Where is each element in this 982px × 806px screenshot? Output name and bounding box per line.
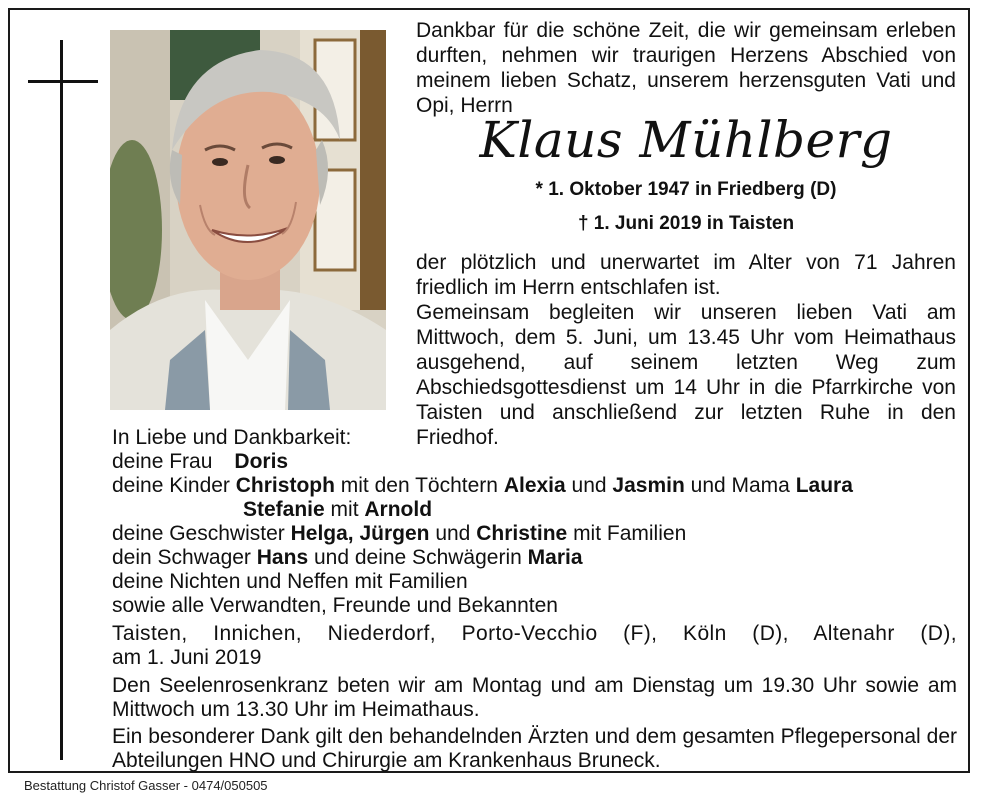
relation-text: und: [435, 522, 471, 545]
funeral-text: Gemeinsam begleiten wir unseren lieben Vati am Mittwoch, dem 5. Juni, um 13.45 Uhr vom Heimathaus ausgehend, auf seinem letzten Weg zum Abschiedsgottesdienst um 14 Uhr in die Pfarrkirche von Taisten und anschließend zur letzten Ruhe in den Friedhof.: [416, 301, 956, 449]
brother-in-law-label: dein Schwager: [112, 546, 251, 569]
date-line: am 1. Juni 2019: [112, 646, 262, 669]
family-row-wife: [112, 450, 962, 474]
children-label: deine Kinder: [112, 474, 230, 497]
child-name: Stefanie: [243, 498, 325, 521]
family-row-children: [112, 474, 962, 498]
family-row-in-laws: [112, 546, 962, 570]
family-row-siblings: [112, 522, 962, 546]
cross-horizontal-bar: [28, 80, 98, 83]
sister-in-law-label: und deine Schwägerin: [313, 546, 522, 569]
cross-vertical-bar: [60, 40, 63, 760]
brother-in-law-name: Hans: [256, 546, 309, 569]
family-row-relatives: sowie alle Verwandten, Freunde und Bekannten: [112, 594, 558, 617]
announcement-body: [416, 250, 956, 450]
child-name: Christoph: [235, 474, 335, 497]
rosary-text: Den Seelenrosenkranz beten wir am Montag und am Dienstag um 19.30 Uhr sowie am Mittwoch um 13.30 Uhr im Heimathaus.: [112, 674, 957, 721]
family-row-children-2: [112, 498, 962, 522]
partner-name: Arnold: [364, 498, 433, 521]
siblings-label: deine Geschwister: [112, 522, 285, 545]
mother-name: Laura: [795, 474, 853, 497]
thanks-text: Ein besonderer Dank gilt den behandelnden Ärzten und dem gesamten Pflegepersonal der Abteilungen HNO und Chirurgie am Krankenhaus Bruneck.: [112, 725, 957, 772]
death-line: † 1. Juni 2019 in Taisten: [577, 213, 795, 234]
family-list: [112, 426, 962, 618]
sibling-names: Helga, Jürgen: [290, 522, 430, 545]
birth-line: * 1. Oktober 1947 in Friedberg (D): [535, 179, 837, 200]
sibling-name: Christine: [476, 522, 568, 545]
relation-text: mit: [330, 498, 359, 521]
relation-text: mit den Töchtern: [340, 474, 498, 497]
intro-text: Dankbar für die schöne Zeit, die wir gemeinsam erleben durften, nehmen wir traurigen Herzens Abschied von meinem lieben Schatz, unserem herzensguten Vati und Opi, Herrn: [416, 19, 956, 117]
wife-label: deine Frau: [112, 450, 213, 473]
portrait-photo: [110, 30, 386, 410]
grandchild-name: Alexia: [503, 474, 566, 497]
passing-text: der plötzlich und unerwartet im Alter von 71 Jahren friedlich im Herrn entschlafen ist.: [416, 251, 956, 299]
funeral-home-footer: Bestattung Christof Gasser - 0474/050505: [24, 778, 268, 793]
family-heading: In Liebe und Dankbarkeit:: [112, 426, 352, 449]
relation-text: und Mama: [690, 474, 790, 497]
places-line: Taisten, Innichen, Niederdorf, Porto-Vecchio (F), Köln (D), Altenahr (D),: [112, 622, 957, 645]
grandchild-name: Jasmin: [612, 474, 685, 497]
wife-name: Doris: [234, 450, 289, 473]
family-row-nieces: deine Nichten und Neffen mit Familien: [112, 570, 468, 593]
relation-text: und: [571, 474, 607, 497]
deceased-name: Klaus Mühlberg: [479, 111, 893, 169]
relation-text: mit Familien: [573, 522, 687, 545]
sister-in-law-name: Maria: [527, 546, 583, 569]
places-and-date: [112, 622, 957, 670]
